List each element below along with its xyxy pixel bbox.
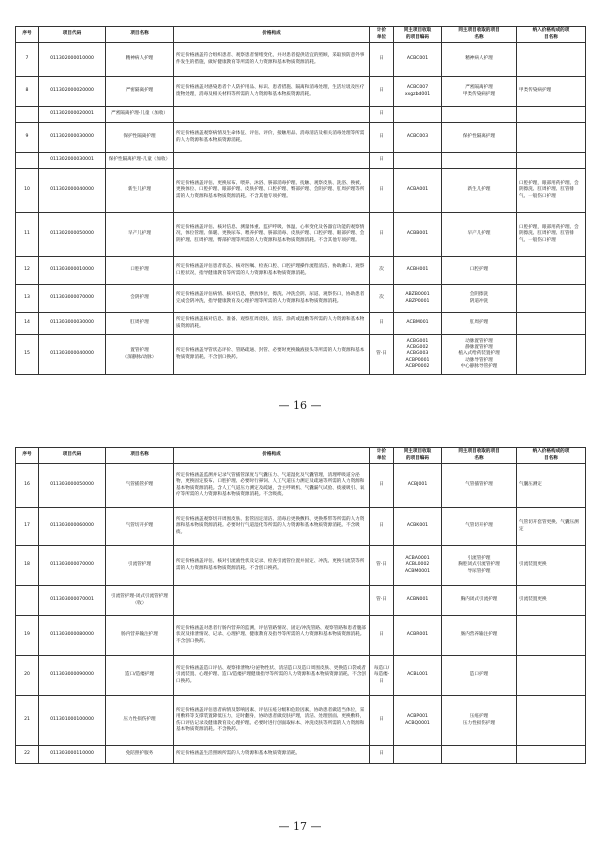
table-row [16, 586, 586, 616]
cell-code: 011303000070000 [39, 546, 106, 586]
cell-included: 气管切开套管更换、气囊压测定 [517, 508, 586, 546]
cell-seq: 18 [16, 546, 39, 586]
cell-code: 011302000050000 [39, 213, 106, 257]
cell-unit: 日 [370, 616, 394, 656]
cell-name: 严密隔离护理-儿童（加收） [106, 107, 174, 123]
cell-name: 置管护理 （深静脉/动脉） [106, 335, 174, 375]
header-name: 项目名称 [106, 27, 174, 43]
cell-price-desc: 所定价格涵盖对患者行肠内营养的监测，评估管路情况、固定/冲洗管路、观察管路和患者腹部状况及排泄情况、记录、心理护理、健康教育及指导等所需的人力资源和基本物质资源消耗。不含创口换药。 [174, 616, 370, 656]
header-price: 价格构成 [174, 448, 370, 464]
cell-nat-name: 肛周护理 [442, 313, 517, 335]
cell-included [517, 656, 586, 696]
table-row [16, 656, 586, 696]
cell-price-desc: 所定价格涵盖评估、核对信息、测量体重、监护呼吸、体温、心率变化及各器官功能的观察情况，体位管理、保暖、更换尿布、喂养护理、脐部消毒、皮肤护理、口腔护理、眼部护理、会阴护理、肛周护理、臀部护理等所需的人力资源和基本物质资源消耗。不含其他专项护理。 [174, 213, 370, 257]
cell-nat-code: ACBG001 ACBG002 ACBG003 ACBP0001 ACBP0002 [394, 335, 442, 375]
price-table-page-16 [15, 26, 586, 375]
cell-name: 会阴护理 [106, 285, 174, 313]
page-17 [15, 447, 585, 764]
cell-code: 011302000010000 [39, 43, 106, 77]
cell-unit: 日 [370, 313, 394, 335]
cell-seq: 17 [16, 508, 39, 546]
cell-price-desc: 所定价格涵盖评估患者病情及影响因素、评估压疮分级和危险因素，协助患者做适当体位，采用敷料等支撑装置降低压力，定时翻身，协助患者做皮肤护理，清洁、处理创面、更换敷料，伤口评估记录及健康教育及心理护理。必要时进行创面取标本、冲洗皮肤等所需的人力资源和基本物质资源消耗。不含换药。 [174, 696, 370, 746]
cell-nat-name: 气管切开护理 [442, 508, 517, 546]
cell-name: 引流管护理 [106, 546, 174, 586]
cell-name: 精神病人护理 [106, 43, 174, 77]
cell-seq [16, 153, 39, 169]
table-row [16, 696, 586, 746]
cell-included [517, 616, 586, 656]
table-row [16, 546, 586, 586]
cell-seq: 8 [16, 77, 39, 107]
header-unit: 计价 单位 [370, 448, 394, 464]
cell-name: 气管切开护理 [106, 508, 174, 546]
table-row [16, 43, 586, 77]
cell-nat-code: ACBJ001 [394, 464, 442, 508]
cell-nat-name: 早产儿护理 [442, 213, 517, 257]
cell-unit: 日 [370, 169, 394, 213]
price-table-page-17 [15, 447, 586, 764]
page-number-17: — 17 — [278, 820, 322, 833]
cell-nat-name: 胸内闭式引流护理 [442, 586, 517, 616]
header-included: 纳入价格构成的项 目名称 [517, 27, 586, 43]
cell-nat-code: ACBK001 [394, 508, 442, 546]
cell-unit: 管·日 [370, 546, 394, 586]
cell-code: 011303000060000 [39, 508, 106, 546]
cell-nat-code: ACBA0001 ACBL0002 ACBM0001 [394, 546, 442, 586]
cell-included: 引流装置更换 [517, 586, 586, 616]
cell-code: 011303000040000 [39, 335, 106, 375]
cell-nat-code: ACBB001 [394, 213, 442, 257]
cell-price-desc: 所定价格涵盖观察切开周围皮肤、套管固定清洁、消毒后更换敷料、更换系带等所需的人力资源和基本物质资源消耗。必要时行气道湿化等所需的人力资源和基本物质资源消耗。不含吸痰。 [174, 508, 370, 546]
cell-unit: 日 [370, 43, 394, 77]
table-row [16, 213, 586, 257]
cell-price-desc: 所定价格涵盖评估、更换尿布、喂养、沐浴、脐部消毒护理、抚触、观察皮肤、洗浴、换被、更换体位、口腔护理、眼部护理、皮肤护理、口腔护理、臀部护理、会阴护理、肛周护理等所需的人力资源和基本物质资源消耗。不含其他专项护理。 [174, 169, 370, 213]
cell-code: 011303000010000 [39, 257, 106, 285]
cell-unit: 日 [370, 107, 394, 123]
cell-included [517, 257, 586, 285]
header-nat-name: 同主项目收取的项目 名称 [442, 448, 517, 464]
cell-name: 肛周护理 [106, 313, 174, 335]
cell-unit: 日 [370, 153, 394, 169]
cell-unit: 日 [370, 508, 394, 546]
cell-price-desc: 所定价格涵盖核对信息、准备、观察肛周皮肤、清洁、涂药或湿敷等所需的人力资源和基本物质资源消耗。 [174, 313, 370, 335]
cell-name: 造口/造瘘护理 [106, 656, 174, 696]
cell-included: 甲类传染病护理 [517, 77, 586, 107]
table-row [16, 746, 586, 764]
cell-nat-code: ACBC007 xxgzbd001 [394, 77, 442, 107]
cell-nat-code [394, 153, 442, 169]
cell-nat-name: 精神病人护理 [442, 43, 517, 77]
table-row [16, 508, 586, 546]
cell-seq: 15 [16, 335, 39, 375]
page-number-16: — 16 — [278, 399, 322, 412]
cell-nat-name: 引流管护理 胸腔闭式引流管护理 导尿管护理 [442, 546, 517, 586]
header-name: 项目名称 [106, 448, 174, 464]
cell-included [517, 746, 586, 764]
table-row [16, 257, 586, 285]
cell-price-desc: 所定价格涵盖观察病情及生命体征、评估、评价，接触用品、消毒清洁及相关消毒处理等所需的人力资源和基本物质资源消耗。 [174, 123, 370, 153]
cell-code: 011303000070001 [39, 586, 106, 616]
cell-unit: 日 [370, 746, 394, 764]
cell-included [517, 313, 586, 335]
cell-code: 011301000100000 [39, 696, 106, 746]
header-nat-name: 同主项目收取的项目 名称 [442, 27, 517, 43]
cell-code: 011303000110000 [39, 746, 106, 764]
cell-seq: 22 [16, 746, 39, 764]
cell-included [517, 107, 586, 123]
cell-nat-name: 新生儿护理 [442, 169, 517, 213]
cell-included: 引流装置更换 [517, 546, 586, 586]
cell-price-desc [174, 153, 370, 169]
cell-unit: 每造口/每造瘘·日 [370, 656, 394, 696]
cell-unit: 日 [370, 123, 394, 153]
cell-price-desc: 所定价格涵盖对感染患者个人防护用品、标识、患者措施、隔离和消毒处理，生活垃圾及医疗废物处理，消毒及相关材料等所需的人力资源和基本物质资源消耗。 [174, 77, 370, 107]
cell-unit: 日 [370, 213, 394, 257]
header-code: 项目代码 [39, 448, 106, 464]
cell-price-desc: 所定价格涵盖评估患者状态、核对医嘱、检查口腔、口腔护理操作流程清洁、协助漱口、观察口腔状况，指导健康教育等所需的人力资源和基本物质资源消耗。 [174, 257, 370, 285]
page-16 [15, 26, 585, 375]
cell-price-desc: 所定价格涵盖评估病情、核对信息，摆放体位，擦洗、冲洗会阴、尿道、观察伤口，协助患者完成会阴冲洗，指导健康教育及心理护理等所需的人力资源和基本物质资源消耗。 [174, 285, 370, 313]
cell-included [517, 123, 586, 153]
cell-unit: 管·日 [370, 586, 394, 616]
cell-name: 引流管护理-闭式引流管护理（收） [106, 586, 174, 616]
header-seq: 序号 [16, 448, 39, 464]
cell-name: 肠内营养输注护理 [106, 616, 174, 656]
cell-name: 气管插管护理 [106, 464, 174, 508]
cell-nat-code: ABZB0001 ABZP0001 [394, 285, 442, 313]
cell-code: 011302000020000 [39, 77, 106, 107]
cell-included [517, 335, 586, 375]
cell-name: 压力性损伤护理 [106, 696, 174, 746]
cell-price-desc: 所定价格涵盖符合组织患者、观察患者情绪变化，并对患者提供适宜的照顾，采取预防意外事件发生的措施，做好健康教育等所需的人力资源和基本物质资源消耗。 [174, 43, 370, 77]
cell-seq: 11 [16, 213, 39, 257]
table-header-row [16, 448, 586, 464]
cell-name: 新生儿护理 [106, 169, 174, 213]
table-row [16, 313, 586, 335]
cell-seq: 10 [16, 169, 39, 213]
cell-unit: 管·日 [370, 335, 394, 375]
cell-name: 免陪照护服务 [106, 746, 174, 764]
cell-seq: 14 [16, 313, 39, 335]
cell-code: 011303000070000 [39, 285, 106, 313]
cell-price-desc: 所定价格涵盖造口评估、观察排泄物/分泌物性状、清洁造口及造口周围皮肤、更换造口袋或者引流装置、心理护理、造口/造瘘护理健康指导等所需的人力资源和基本物质资源消耗。不含创口换药。 [174, 656, 370, 696]
cell-included [517, 285, 586, 313]
cell-name: 严密隔离护理 [106, 77, 174, 107]
cell-nat-name: 口腔护理 [442, 257, 517, 285]
header-price: 价格构成 [174, 27, 370, 43]
cell-seq: 9 [16, 123, 39, 153]
cell-seq [16, 586, 39, 616]
cell-nat-name: 会阴擦洗 阴道冲洗 [442, 285, 517, 313]
cell-code: 011302000030001 [39, 153, 106, 169]
cell-nat-code [394, 107, 442, 123]
table-row [16, 153, 586, 169]
cell-nat-code: ACBH001 [394, 257, 442, 285]
cell-unit: 次 [370, 257, 394, 285]
table-row [16, 285, 586, 313]
cell-nat-code: ACBR001 [394, 616, 442, 656]
cell-unit: 日 [370, 464, 394, 508]
cell-seq [16, 107, 39, 123]
cell-price-desc: 所定价格涵盖监测并记录气管插管深度与气囊压力、气道湿化及气囊管理，清理呼吸道分泌物，更换固定胶布、口腔护理、必要时行鼻饲、人工气道压力测定及疏通等所需的人力资源和基本物质资源消耗。含人工气道压力测定及疏通，含主呼吸机、气囊漏气试验、痰液吸引、氧疗等所需的人力资源和基本物质资源消耗。不含吸痰。 [174, 464, 370, 508]
table-row [16, 335, 586, 375]
cell-price-desc: 所定价格涵盖导管状态评价、管路疏通、封管、必要时更换输液接头等所需的人力资源和基本物质资源消耗。不含创口换药。 [174, 335, 370, 375]
header-nat-code: 同主项目收取 的项目编码 [394, 448, 442, 464]
cell-seq: 20 [16, 656, 39, 696]
header-included: 纳入价格构成的项 目名称 [517, 448, 586, 464]
cell-included: 气囊压测定 [517, 464, 586, 508]
cell-code: 011302000030000 [39, 123, 106, 153]
cell-nat-name: 压疮护理 压力性损伤护理 [442, 696, 517, 746]
cell-seq: 16 [16, 464, 39, 508]
cell-price-desc: 所定价格涵盖评估、核对引流液性状及记录、检查引流管位置并固定、冲洗、更换引流袋等所需的人力资源和基本物质资源消耗。不含创口换药。 [174, 546, 370, 586]
cell-name: 早产儿护理 [106, 213, 174, 257]
cell-code: 011303000080000 [39, 616, 106, 656]
cell-seq: 13 [16, 285, 39, 313]
cell-nat-name: 动脉置管护理 静脉置管护理 植入式给药装置护理 动脉导管护理 中心静脉导管护理 [442, 335, 517, 375]
cell-nat-name: 保护性隔离护理 [442, 123, 517, 153]
header-nat-code: 同主项目收取 的项目编码 [394, 27, 442, 43]
cell-name: 保护性隔离护理-儿童（加收） [106, 153, 174, 169]
table-row [16, 169, 586, 213]
cell-unit: 日 [370, 77, 394, 107]
cell-name: 口腔护理 [106, 257, 174, 285]
cell-nat-code [394, 746, 442, 764]
cell-nat-code: ACBC001 [394, 43, 442, 77]
cell-nat-name [442, 107, 517, 123]
header-seq: 序号 [16, 27, 39, 43]
cell-price-desc [174, 586, 370, 616]
table-row [16, 123, 586, 153]
cell-nat-code: ACBN001 [394, 586, 442, 616]
cell-code: 011303000050000 [39, 464, 106, 508]
cell-seq: 12 [16, 257, 39, 285]
cell-included [517, 43, 586, 77]
cell-nat-name [442, 153, 517, 169]
cell-code: 011302000020001 [39, 107, 106, 123]
cell-nat-code: ACBM001 [394, 313, 442, 335]
cell-price-desc: 所定价格涵盖生活照顾所需的人力资源和基本物质资源消耗。 [174, 746, 370, 764]
cell-nat-code: ACBA001 [394, 169, 442, 213]
cell-included: 口腔护理，眼部用药护理、会阴擦洗、肛周护理、肛管排气、一般伤口护理 [517, 169, 586, 213]
cell-nat-name: 肠内营养输注护理 [442, 616, 517, 656]
cell-nat-name: 气管插管护理 [442, 464, 517, 508]
table-header-row [16, 27, 586, 43]
cell-name: 保护性隔离护理 [106, 123, 174, 153]
cell-included [517, 696, 586, 746]
cell-unit: 日 [370, 696, 394, 746]
cell-seq: 21 [16, 696, 39, 746]
header-unit: 计价 单位 [370, 27, 394, 43]
cell-nat-name: 严密隔离护理 甲类传染病护理 [442, 77, 517, 107]
cell-nat-code: ACBL001 [394, 656, 442, 696]
cell-code: 011303000030000 [39, 313, 106, 335]
cell-unit: 次 [370, 285, 394, 313]
cell-code: 011303000090000 [39, 656, 106, 696]
cell-nat-code: ACBP001 ACBQ0001 [394, 696, 442, 746]
cell-seq: 7 [16, 43, 39, 77]
cell-price-desc [174, 107, 370, 123]
table-row [16, 464, 586, 508]
cell-seq: 19 [16, 616, 39, 656]
table-row [16, 77, 586, 107]
header-code: 项目代码 [39, 27, 106, 43]
table-row [16, 107, 586, 123]
cell-included: 口腔护理，眼部用药护理、会阴擦洗、肛周护理、肛管排气、一般伤口护理 [517, 213, 586, 257]
cell-nat-code: ACBC003 [394, 123, 442, 153]
cell-included [517, 153, 586, 169]
table-row [16, 616, 586, 656]
cell-code: 011302000040000 [39, 169, 106, 213]
cell-nat-name [442, 746, 517, 764]
cell-nat-name: 造口护理 [442, 656, 517, 696]
